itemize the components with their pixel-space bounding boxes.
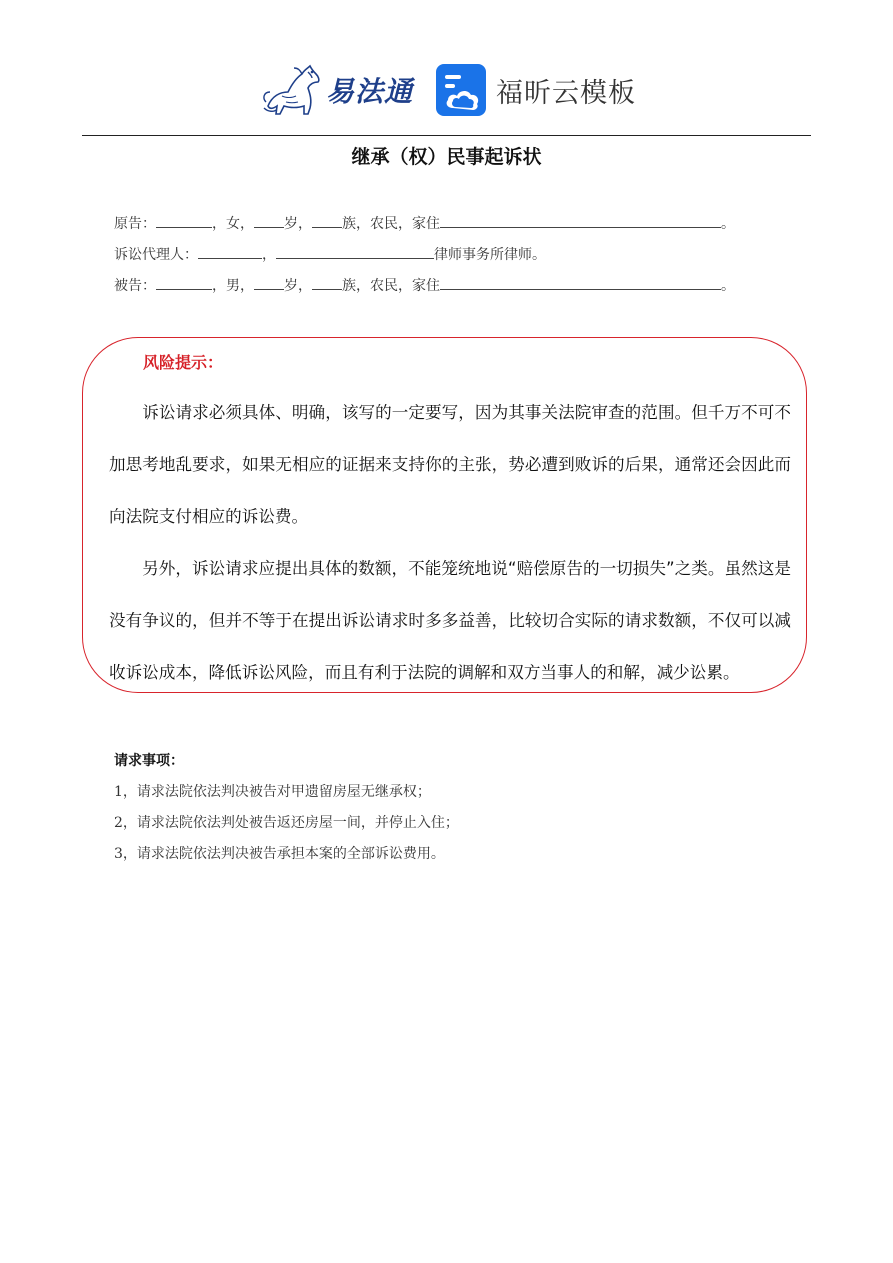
defendant-label: 被告： — [114, 278, 156, 294]
claims-heading: 请求事项： — [114, 753, 184, 769]
plaintiff-age-blank — [254, 212, 284, 228]
defendant-address-blank — [440, 274, 721, 290]
risk-paragraph: 诉讼请求必须具体、明确，该写的一定要写，因为其事关法院审查的范围。但千万不可不加思考地乱要求，如果无相应的证据来支持你的主张，势必遭到败诉的后果，通常还会因此而向法院支付相应的诉讼费。 — [109, 403, 791, 526]
risk-notice-title: 风险提示： — [143, 353, 224, 372]
plaintiff-ethnicity-blank — [312, 212, 342, 228]
defendant-age-suffix: 岁， — [284, 278, 312, 294]
risk-notice-box — [82, 337, 807, 693]
risk-notice-body — [109, 387, 791, 699]
defendant-gender: ，男， — [212, 278, 254, 294]
plaintiff-line — [114, 212, 735, 243]
defendant-end: 。 — [721, 278, 735, 294]
risk-paragraph: 另外，诉讼请求应提出具体的数额，不能笼统地说“赔偿原告的一切损失”之类。虽然这是没有争议的，但并不等于在提出诉讼请求时多多益善，比较切合实际的请求数额，不仅可以减收诉讼成本，降低诉讼风险，而且有利于法院的调解和双方当事人的和解，减少讼累。 — [109, 559, 791, 682]
claim-item: 1，请求法院依法判决被告对甲遗留房屋无继承权； — [114, 784, 431, 800]
defendant-ethnicity-suffix: 族，农民，家住 — [342, 278, 440, 294]
agent-name-blank — [198, 243, 262, 259]
agent-sep: ， — [262, 247, 276, 263]
agent-line — [114, 243, 735, 274]
agent-label: 诉讼代理人： — [114, 247, 198, 263]
yifatong-logo-text: 易法通 — [326, 75, 414, 108]
header — [0, 58, 893, 128]
plaintiff-age-suffix: 岁， — [284, 216, 312, 232]
cloud-document-icon — [436, 64, 486, 116]
plaintiff-label: 原告： — [114, 216, 156, 232]
defendant-line — [114, 274, 735, 305]
plaintiff-end: 。 — [721, 216, 735, 232]
plaintiff-address-blank — [440, 212, 721, 228]
defendant-ethnicity-blank — [312, 274, 342, 290]
yifatong-logo — [262, 62, 413, 118]
plaintiff-gender: ，女， — [212, 216, 254, 232]
agent-firm-blank — [276, 243, 434, 259]
document-title: 继承（权）民事起诉状 — [351, 146, 542, 168]
defendant-name-blank — [156, 274, 212, 290]
fuxin-logo — [436, 64, 636, 116]
agent-firm-suffix: 律师事务所律师。 — [434, 247, 546, 263]
claims-section — [114, 750, 459, 874]
claim-item: 3，请求法院依法判决被告承担本案的全部诉讼费用。 — [114, 846, 445, 862]
plaintiff-ethnicity-suffix: 族，农民，家住 — [342, 216, 440, 232]
kylin-horse-icon — [262, 62, 324, 118]
claim-item: 2，请求法院依法判处被告返还房屋一间，并停止入住； — [114, 815, 459, 831]
plaintiff-name-blank — [156, 212, 212, 228]
defendant-age-blank — [254, 274, 284, 290]
header-divider — [82, 135, 811, 136]
parties-section — [114, 212, 735, 305]
fuxin-logo-text: 福昕云模板 — [496, 77, 636, 109]
